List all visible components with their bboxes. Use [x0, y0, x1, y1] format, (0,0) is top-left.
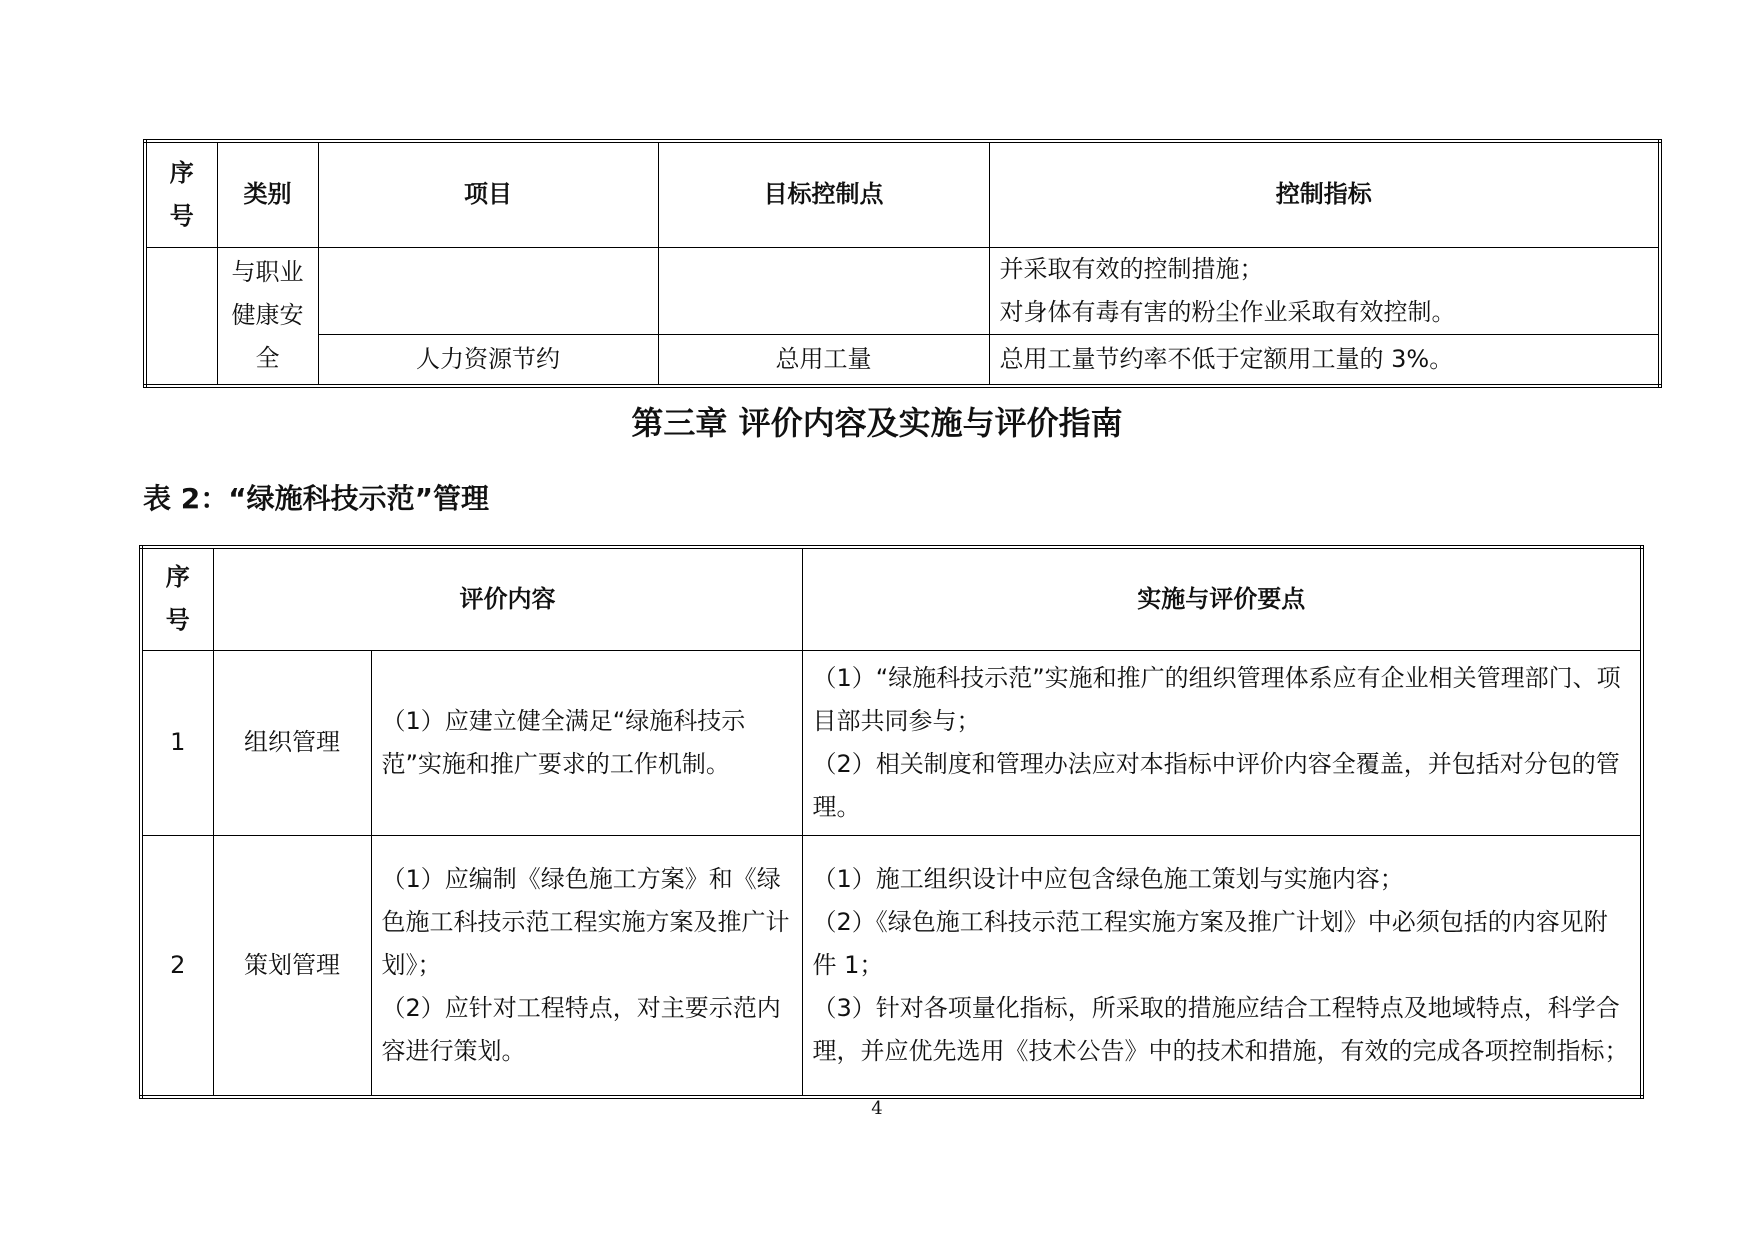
- table1-seq-cell: [145, 247, 217, 386]
- page-number: 4: [871, 1098, 883, 1119]
- table1-item-cell: 人力资源节约: [318, 334, 658, 386]
- table-row: [145, 247, 1660, 334]
- table1-header-row: [145, 141, 1660, 247]
- table2-header-points: 实施与评价要点: [802, 547, 1642, 650]
- table2-seq-cell: 1: [141, 650, 213, 835]
- table2-seq-cell: 2: [141, 835, 213, 1097]
- table1-item-cell: [318, 247, 658, 334]
- table-row: [141, 835, 1642, 1097]
- evaluation-table: [139, 545, 1644, 1099]
- table1-target-cell: [658, 247, 989, 334]
- table2-header-seq: 序 号: [141, 547, 213, 650]
- table2-points-cell: （1）施工组织设计中应包含绿色施工策划与实施内容； （2）《绿色施工科技示范工程实施方案及推广计划》中必须包括的内容见附件 1； （3）针对各项量化指标，所采取的措施应结合工程特点及地域特点，科学合理，并应优先选用《技术公告》中的技术和措施，有效的完成各项控制指标；: [802, 835, 1642, 1097]
- table-caption: 表 2：“绿施科技示范”管理: [143, 482, 490, 515]
- table2-header-content: 评价内容: [213, 547, 802, 650]
- control-index-table: [143, 139, 1662, 388]
- table1-category-cell: 与职业 健康安 全: [217, 247, 318, 386]
- table-row: [145, 334, 1660, 386]
- table1-indicator-cell: 总用工量节约率不低于定额用工量的 3%。: [989, 334, 1660, 386]
- table1-indicator-cell: 并采取有效的控制措施； 对身体有毒有害的粉尘作业采取有效控制。: [989, 247, 1660, 334]
- table2-points-cell: （1）“绿施科技示范”实施和推广的组织管理体系应有企业相关管理部门、项目部共同参与； （2）相关制度和管理办法应对本指标中评价内容全覆盖，并包括对分包的管理。: [802, 650, 1642, 835]
- table1-header-item: 项目: [318, 141, 658, 247]
- table2-content-cell: （1）应建立健全满足“绿施科技示范”实施和推广要求的工作机制。: [371, 650, 802, 835]
- chapter-title: 第三章 评价内容及实施与评价指南: [631, 404, 1123, 442]
- table2-header-row: [141, 547, 1642, 650]
- table1-header-seq: 序 号: [145, 141, 217, 247]
- table1-header-indicator: 控制指标: [989, 141, 1660, 247]
- table2-category-cell: 组织管理: [213, 650, 371, 835]
- table2-content-cell: （1）应编制《绿色施工方案》和《绿色施工科技示范工程实施方案及推广计划》； （2）应针对工程特点，对主要示范内容进行策划。: [371, 835, 802, 1097]
- table2-category-cell: 策划管理: [213, 835, 371, 1097]
- table-row: [141, 650, 1642, 835]
- table1-target-cell: 总用工量: [658, 334, 989, 386]
- table1-header-category: 类别: [217, 141, 318, 247]
- table1-header-target: 目标控制点: [658, 141, 989, 247]
